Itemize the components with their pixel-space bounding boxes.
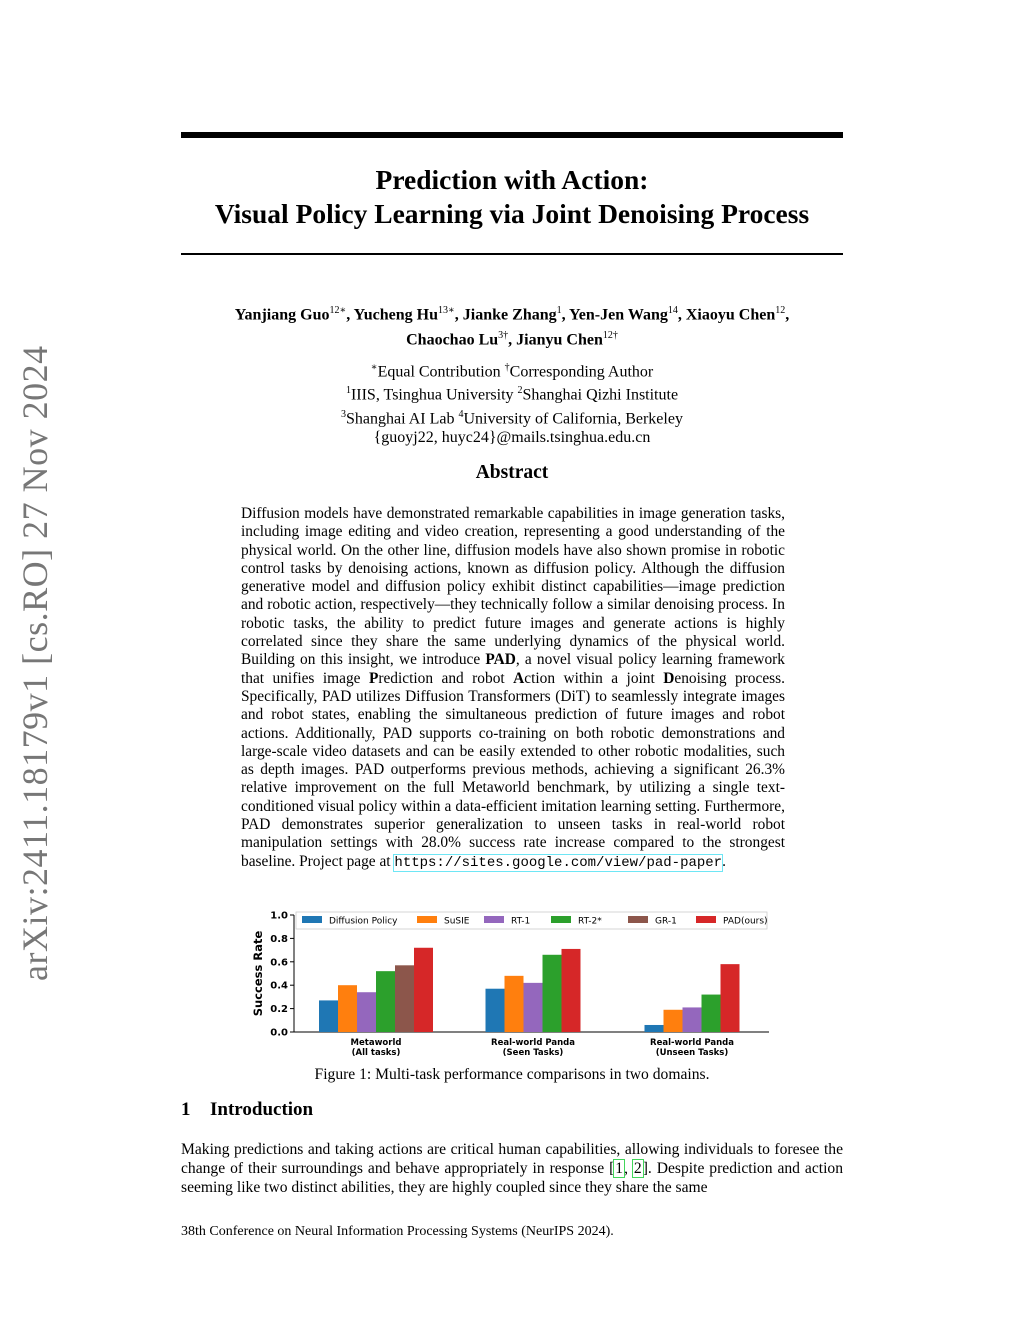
- legend-swatch: [551, 916, 571, 923]
- affil-sup: 3: [341, 408, 347, 420]
- author-separator: ,: [561, 306, 570, 324]
- abstract-bold-d: D: [663, 669, 675, 687]
- abstract-text: .: [722, 852, 726, 870]
- contact-email: {guoyj22, huyc24}@mails.tsinghua.edu.cn: [373, 428, 651, 446]
- author-name: Yucheng Hu: [353, 306, 438, 324]
- abstract-text: enoising process. Specifically, PAD utilizes Diffusion Transformers (DiT) to seamlessly integrate images and robot states, enabling the simultaneous prediction of future images and robot actions. Additionally, PAD supports co-training on both robotic demonstrations and large-scale video datasets and can be easily extended to other robotic modalities, such as depth images. PAD outperforms previous methods, achieving a significant 26.3% relative improvement on the full Metaworld benchmark, by utilizing a single text-conditioned visual policy within a data-efficient imitation learning setting. Furthermore, PAD demonstrates superior generalization to unseen tasks in real-world robot manipulation settings with 28.0% success rate increase compared to the strongest baseline. Project page at: [241, 669, 785, 870]
- intro-paragraph: [181, 1140, 843, 1197]
- author-affil-sup: 3†: [498, 330, 509, 342]
- author-name: Yanjiang Guo: [234, 306, 330, 324]
- section-heading: [181, 1099, 313, 1121]
- affiliation: IIIS, Tsinghua University: [350, 386, 518, 404]
- bar: [505, 976, 524, 1032]
- equal-sup: ∗: [370, 362, 378, 373]
- author-affil-sup: 14: [667, 305, 678, 316]
- author-line-2: [181, 325, 843, 350]
- corr-sup: †: [504, 362, 510, 373]
- affiliation-line-1: [181, 381, 843, 404]
- section-number: 1: [181, 1099, 191, 1120]
- affil-sup: 2: [517, 385, 523, 397]
- bar: [395, 965, 414, 1032]
- bar: [664, 1010, 683, 1032]
- y-tick-label: 0.8: [270, 933, 288, 945]
- y-tick-label: 0.6: [270, 957, 288, 969]
- bar: [357, 992, 376, 1032]
- figure-caption: Figure 1: Multi-task performance comparisons in two domains.: [314, 1066, 710, 1083]
- section-title: Introduction: [210, 1099, 314, 1120]
- affiliations: [181, 358, 843, 447]
- bar: [543, 955, 562, 1032]
- arxiv-identifier: arXiv:2411.18179v1 [cs.RO] 27 Nov 2024: [15, 345, 55, 981]
- author-name: Yen-Jen Wang: [569, 306, 668, 324]
- legend-swatch: [628, 916, 648, 923]
- affil-sup: 1: [345, 385, 351, 397]
- bar: [683, 1007, 702, 1032]
- title-line-2: Visual Policy Learning via Joint Denoising Process: [214, 198, 810, 229]
- title-bottom-rule: [181, 253, 843, 255]
- x-tick-label: Real-world Panda: [491, 1038, 575, 1048]
- abstract-text: , a novel visual policy learning framework that unifies image: [241, 651, 785, 687]
- legend-swatch: [302, 916, 322, 923]
- author-name: Chaochao Lu: [406, 331, 499, 349]
- author-affil-sup: 12: [775, 305, 786, 316]
- abstract-text: rediction and robot: [378, 669, 514, 687]
- legend-swatch: [417, 916, 437, 923]
- citation-link[interactable]: 2: [633, 1160, 642, 1177]
- equal-contribution: Equal Contribution: [377, 363, 505, 381]
- x-tick-label: Real-world Panda: [650, 1038, 734, 1048]
- y-tick-label: 1.0: [270, 910, 288, 922]
- y-tick-label: 0.2: [270, 1004, 288, 1016]
- y-tick-label: 0.4: [270, 980, 288, 992]
- contribution-note: [181, 358, 843, 381]
- intro-text: ]. Despite prediction and action seeming like two distinct abilities, they are highly coupled since they share the same: [181, 1160, 844, 1196]
- project-page-link[interactable]: https://sites.google.com/view/pad-paper: [394, 854, 723, 871]
- affiliation: Shanghai AI Lab: [346, 409, 459, 427]
- abstract-bold-p: P: [368, 669, 379, 687]
- bar: [486, 989, 505, 1032]
- bar: [414, 948, 433, 1032]
- abstract-bold-a: A: [513, 669, 525, 687]
- author-separator: ,: [785, 306, 790, 324]
- abstract-bold-pad: PAD: [485, 651, 516, 669]
- bar: [319, 1000, 338, 1032]
- legend-swatch: [696, 916, 716, 923]
- bar: [524, 983, 543, 1032]
- affil-sup: 4: [458, 408, 464, 420]
- legend-swatch: [484, 916, 504, 923]
- author-affil-sup: 13∗: [438, 305, 455, 316]
- author-separator: ,: [677, 306, 686, 324]
- author-separator: ,: [346, 306, 354, 324]
- abstract-heading: Abstract: [475, 462, 549, 483]
- author-line-1: [181, 300, 843, 325]
- y-axis-title: Success Rate: [251, 930, 265, 1017]
- author-separator: ,: [454, 306, 463, 324]
- author-name: Jianke Zhang: [462, 306, 557, 324]
- author-name: Jianyu Chen: [516, 331, 603, 349]
- author-list: [181, 300, 843, 351]
- bar: [702, 995, 721, 1032]
- corresponding-author: Corresponding Author: [509, 363, 654, 381]
- title-line-1: Prediction with Action:: [375, 164, 649, 195]
- author-affil-sup: 1: [556, 305, 562, 316]
- citation-link[interactable]: 1: [615, 1160, 624, 1177]
- bar: [562, 949, 581, 1032]
- abstract-text: ction within a joint: [524, 669, 664, 687]
- affiliation: Shanghai Qizhi Institute: [522, 386, 679, 404]
- author-affil-sup: 12∗: [329, 305, 347, 316]
- legend-label: RT-2*: [578, 916, 602, 927]
- affiliation-line-2: [181, 405, 843, 428]
- author-name: Xiaoyu Chen: [685, 306, 776, 324]
- x-tick-label: (All tasks): [351, 1048, 401, 1058]
- legend-label: PAD(ours): [723, 916, 768, 927]
- intro-text: ,: [624, 1160, 633, 1177]
- bar: [645, 1025, 664, 1032]
- conference-footer: 38th Conference on Neural Information Processing Systems (NeurIPS 2024).: [181, 1224, 614, 1239]
- legend-label: GR-1: [655, 916, 677, 927]
- affiliation: University of California, Berkeley: [463, 409, 683, 427]
- legend-label: Diffusion Policy: [329, 916, 398, 927]
- title-top-rule: [181, 132, 843, 138]
- x-tick-label: (Unseen Tasks): [655, 1048, 729, 1058]
- legend-label: SuSIE: [444, 916, 470, 927]
- bar: [721, 964, 740, 1032]
- bar: [376, 971, 395, 1032]
- bar: [338, 985, 357, 1032]
- paper-title: [181, 163, 843, 231]
- y-tick-label: 0.0: [270, 1027, 288, 1039]
- abstract-body: [241, 505, 785, 872]
- legend-label: RT-1: [511, 916, 531, 927]
- success-rate-bar-chart: [244, 903, 774, 1063]
- x-tick-label: Metaworld: [350, 1038, 402, 1048]
- author-separator: ,: [508, 331, 517, 349]
- author-affil-sup: 12†: [602, 330, 618, 342]
- intro-text: Making predictions and taking actions are critical human capabilities, allowing individuals to foresee the change of their surroundings and behave appropriately in response [: [181, 1141, 843, 1177]
- abstract-text: Diffusion models have demonstrated remarkable capabilities in image generation tasks, including image editing and video creation, representing a good understanding of the physical world. On the other line, diffusion models have also shown promise in robotic control tasks by denoising actions, known as diffusion policy. Although the diffusion generative model and diffusion policy exhibit distinct capabilities—image prediction and robotic action, respectively—they technically follow a similar denoising process. In robotic tasks, the ability to predict future images and generate actions is highly correlated since they share the same underlying dynamics of the physical world. Building on this insight, we introduce: [241, 505, 785, 669]
- x-tick-label: (Seen Tasks): [502, 1048, 564, 1058]
